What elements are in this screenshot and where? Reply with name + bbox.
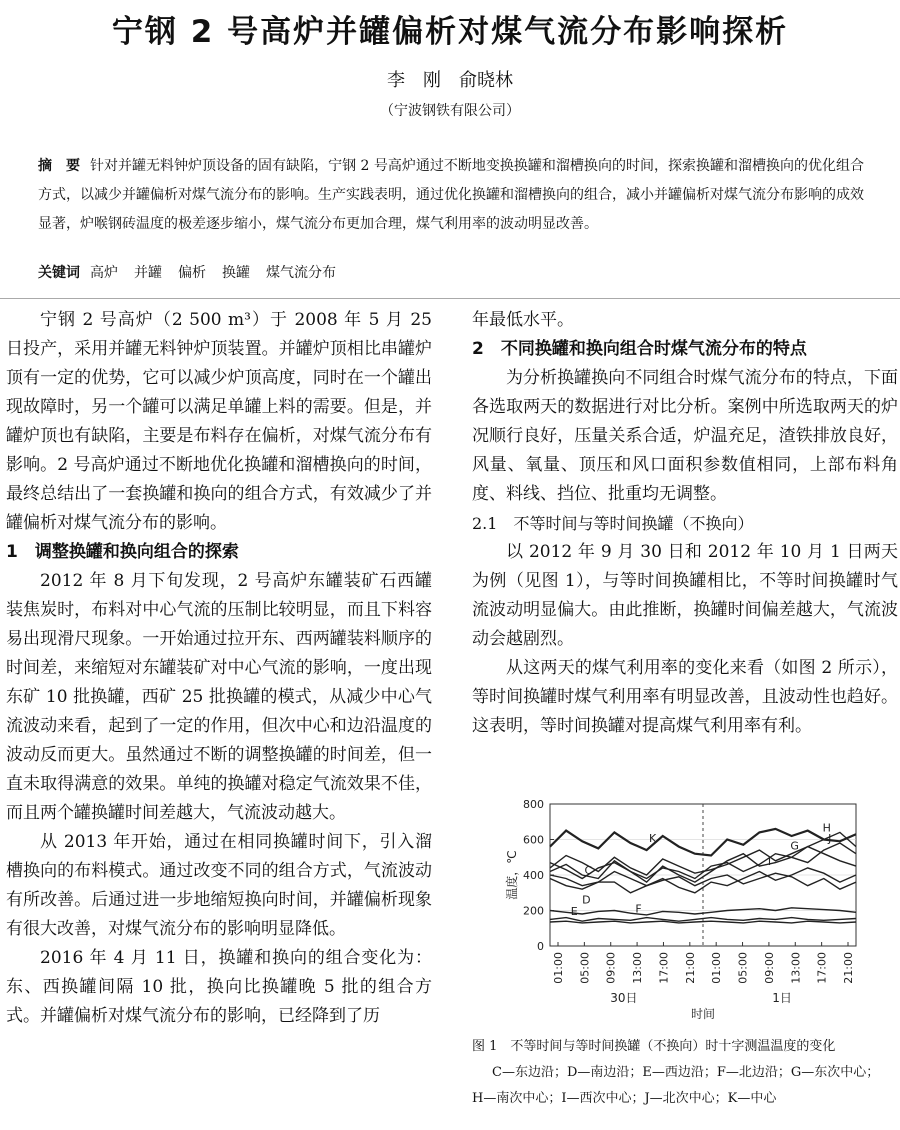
- x-tick-label: 13:00: [789, 952, 803, 984]
- abstract-label: 摘 要: [38, 158, 81, 174]
- body-paragraph: 从这两天的煤气利用率的变化来看（如图 2 所示），等时间换罐时煤气利用率有明显改善，且波动性也趋好。这表明，等时间换罐对提高煤气利用率有利。: [472, 658, 898, 736]
- x-tick-label: 17:00: [815, 952, 829, 984]
- keywords-label: 关键词: [38, 265, 80, 281]
- x-tick-label: 09:00: [604, 952, 618, 984]
- series-label-E: E: [570, 904, 578, 918]
- day-label: 1日: [772, 991, 792, 1005]
- x-tick-label: 17:00: [657, 952, 671, 984]
- series-label-F: F: [635, 902, 642, 916]
- series-label-H: H: [822, 821, 831, 835]
- body-paragraph: 为分析换罐换向不同组合时煤气流分布的特点，下面各选取两天的数据进行对比分析。案例中所选取两天的炉况顺行良好，压量关系合适，炉温充足，渣铁排放良好，风量、氧量、顶压和风口面积参数值相同，上部布料角度、料线、挡位、批重均无调整。: [472, 368, 898, 504]
- series-label-C: C: [584, 864, 593, 878]
- series-label-K: K: [649, 832, 657, 846]
- series-line-E: [550, 921, 856, 923]
- body-column-right: [472, 306, 898, 741]
- paper-authors: 李 刚 俞晓林: [387, 70, 513, 91]
- x-tick-label: 13:00: [631, 952, 645, 984]
- section-divider: [0, 298, 900, 299]
- figure-legend-line-2: H—南次中心；I—西次中心；J—北次中心；K—中心: [472, 1091, 777, 1106]
- y-axis-label: 温度，℃: [505, 850, 519, 900]
- x-tick-label: 05:00: [578, 952, 592, 984]
- figure-caption-block: [472, 1034, 898, 1112]
- x-tick-label: 01:00: [552, 952, 565, 984]
- series-label-J: J: [828, 832, 832, 846]
- keyword: 换罐: [222, 265, 250, 281]
- body-paragraph: 年最低水平。: [472, 310, 574, 330]
- figure-caption: 图 1 不等时间与等时间换罐（不换向）时十字测温温度的变化: [472, 1039, 836, 1054]
- x-tick-label: 21:00: [842, 952, 855, 984]
- y-tick-label: 0: [537, 940, 544, 953]
- abstract-text: 针对并罐无料钟炉顶设备的固有缺陷，宁钢 2 号高炉通过不断地变换换罐和溜槽换向的时间，探索换罐和溜槽换向的优化组合方式，以减少并罐偏析对煤气流分布的影响。生产实践表明，通过优化换罐和溜槽换向的组合，减小并罐偏析对煤气流分布影响的成效显著，炉喉钢砖温度的极差逐步缩小，煤气流分布更加合理，煤气利用率的波动明显改善。: [38, 158, 864, 232]
- series-I: [550, 872, 856, 890]
- paper-affiliation: （宁波钢铁有限公司）: [380, 103, 520, 119]
- abstract: [38, 152, 864, 239]
- x-tick-label: 01:00: [710, 952, 724, 984]
- keyword: 高炉: [90, 265, 118, 281]
- series-E: [550, 921, 856, 923]
- body-paragraph: 从 2013 年开始，通过在相同换罐时间下，引入溜槽换向的布料模式。通过改变不同的组合方式，气流波动有所改善。后通过进一步地缩短换向时间，并罐偏析现象有很大改善，对煤气流分布的影响明显降低。: [6, 832, 432, 939]
- keywords-list: [90, 265, 352, 281]
- series-label-G: G: [790, 839, 799, 853]
- series-line-I: [550, 872, 856, 890]
- paper-title: 宁钢 2 号高炉并罐偏析对煤气流分布影响探析: [111, 14, 789, 50]
- x-tick-label: 05:00: [736, 952, 750, 984]
- y-tick-label: 200: [523, 904, 544, 918]
- keyword: 偏析: [178, 265, 206, 281]
- body-paragraph: 宁钢 2 号高炉（2 500 m³）于 2008 年 5 月 25 日投产，采用并罐无料钟炉顶装置。并罐炉顶相比串罐炉顶有一定的优势，它可以减少炉顶高度，同时在一个罐出现故障时，另一个罐可以满足单罐上料的需要。但是，并罐炉顶也有缺陷，主要是布料存在偏析，对煤气流分布有影响。2 号高炉通过不断地优化换罐和溜槽换向的时间，最终总结出了一套换罐和换向的组合方式，有效减少了并罐偏析对煤气流分布的影响。: [6, 310, 432, 533]
- figure-legend-line-1: C—东边沿；D—南边沿；E—西边沿；F—北边沿；G—东次中心；: [492, 1065, 880, 1080]
- y-tick-label: 400: [523, 869, 544, 882]
- x-axis-label: 时间: [690, 1007, 716, 1020]
- section-heading: 2 不同换罐和换向组合时煤气流分布的特点: [472, 339, 807, 359]
- keyword: 煤气流分布: [266, 265, 336, 281]
- body-paragraph: 2012 年 8 月下旬发现，2 号高炉东罐装矿石西罐装焦炭时，布料对中心气流的压制比较明显，而且下料容易出现滑尺现象。一开始通过拉开东、西两罐装料顺序的时间差，来缩短对东罐装矿对中心气流的影响，一度出现东矿 10 批换罐，西矿 25 批换罐的模式，从减少中心气流波动来看，起到了一定的作用，但次中心和边沿温度的波动反而更大。虽然通过不断的调整换罐的时间差，但一直未取得满意的效果。单纯的换罐对稳定气流效果不佳，而且两个罐换罐时间差越大，气流波动越大。: [6, 571, 432, 823]
- keywords: [38, 262, 864, 282]
- y-tick-label: 600: [523, 833, 544, 847]
- body-column-left: [6, 306, 432, 1031]
- keyword: 并罐: [134, 265, 162, 281]
- body-paragraph: 以 2012 年 9 月 30 日和 2012 年 10 月 1 日两天为例（见图 1），与等时间换罐相比，不等时间换罐时气流波动明显偏大。由此推断，换罐时间偏差越大，气流波动会越剧烈。: [472, 542, 898, 649]
- body-paragraph: 2016 年 4 月 11 日，换罐和换向的组合变化为：东、西换罐间隔 10 批，换向比换罐晚 5 批的组合方式。并罐偏析对煤气流分布的影响，已经降到了历: [6, 948, 432, 1026]
- day-label: 30日: [610, 991, 638, 1005]
- series-label-D: D: [582, 893, 591, 907]
- temperature-chart: [472, 790, 898, 1020]
- subsection-heading: 2.1 不等时间与等时间换罐（不换向）: [472, 514, 754, 533]
- x-tick-label: 09:00: [762, 952, 776, 984]
- x-tick-label: 21:00: [683, 952, 697, 984]
- section-heading: 1 调整换罐和换向组合的探索: [6, 542, 239, 562]
- y-tick-label: 800: [523, 798, 544, 811]
- series-label-I: I: [767, 855, 772, 869]
